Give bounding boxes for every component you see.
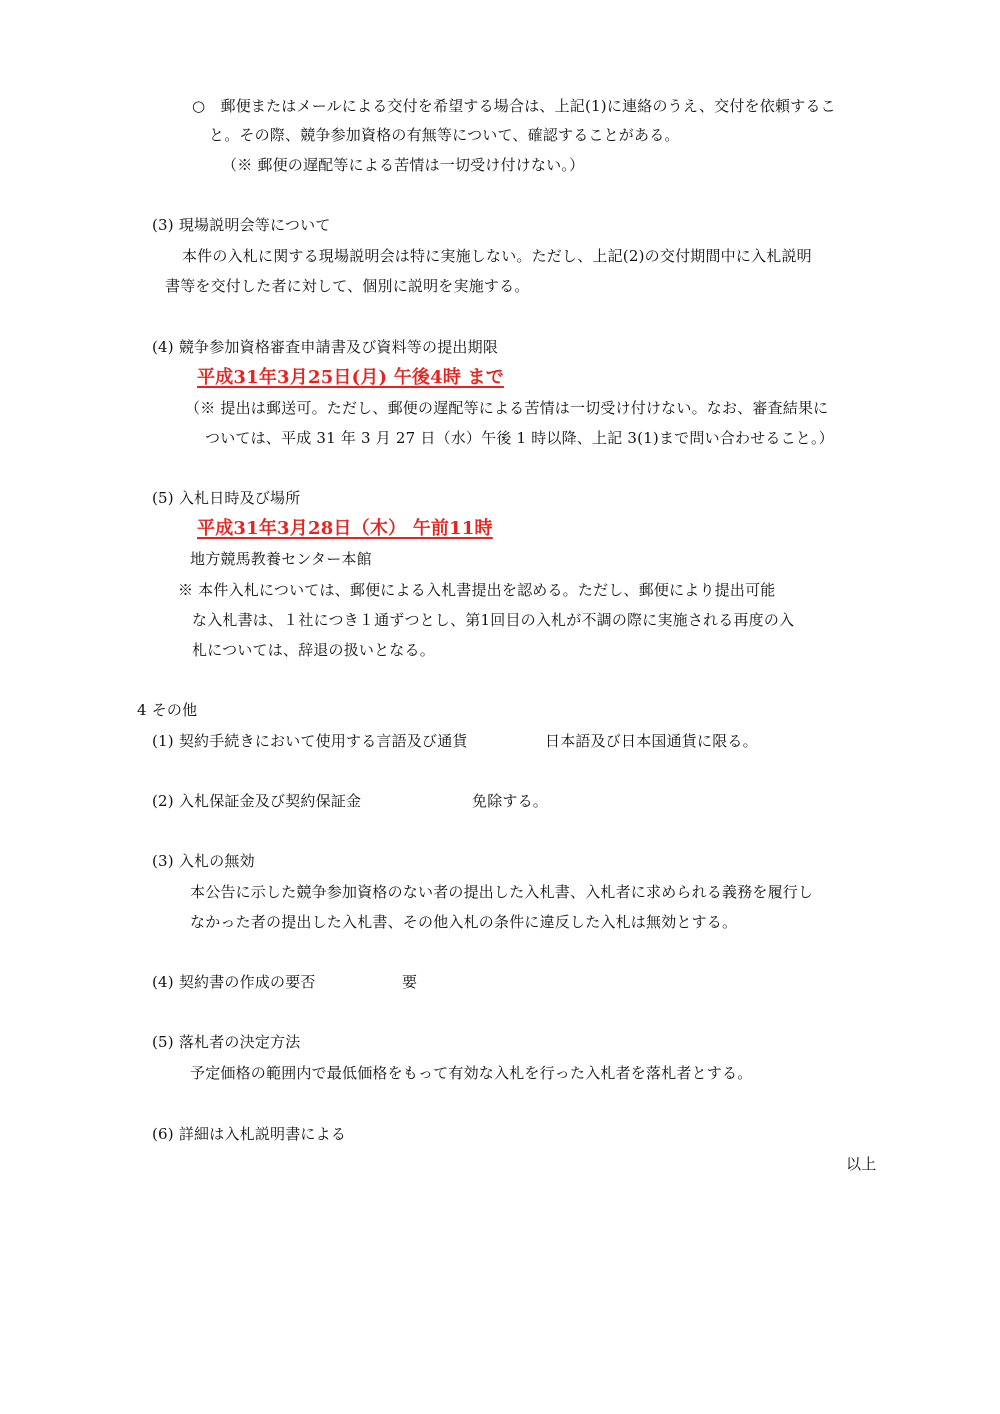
bid-place: 地方競馬教養センター本館 <box>190 550 372 568</box>
section-3-body-line-2: 書等を交付した者に対して、個別に説明を実施する。 <box>165 277 530 295</box>
other-item-3-body-line-1: 本公告に示した競争参加資格のない者の提出した入札書、入札者に求められる義務を履行し <box>190 883 814 901</box>
other-item-4-label: (4) 契約書の作成の要否 <box>152 973 316 991</box>
section-5-heading: (5) 入札日時及び場所 <box>152 489 301 507</box>
other-heading: 4 その他 <box>137 701 198 719</box>
postal-note-line-1: ○ 郵便またはメールによる交付を希望する場合は、上記(1)に連絡のうえ、交付を依頼するこ <box>192 97 836 115</box>
section-4-note-line-2: ついては、平成 31 年 3 月 27 日（水）午後 1 時以降、上記 3(1)まで問い合わせること。） <box>205 429 834 447</box>
other-item-3-body-line-2: なかった者の提出した入札書、その他入札の条件に違反した入札は無効とする。 <box>190 913 738 931</box>
section-5-note-line-2: な入札書は、１社につき１通ずつとし、第1回目の入札が不調の際に実施される再度の入 <box>192 611 795 629</box>
other-item-6-label: (6) 詳細は入札説明書による <box>152 1125 347 1143</box>
section-5-note-line-3: 札については、辞退の扱いとなる。 <box>192 641 435 659</box>
other-item-5-body: 予定価格の範囲内で最低価格をもって有効な入札を行った入札者を落札者とする。 <box>190 1064 753 1082</box>
closing-mark: 以上 <box>846 1155 877 1173</box>
other-item-3-label: (3) 入札の無効 <box>152 852 255 870</box>
section-3-body-line-1: 本件の入札に関する現場説明会は特に実施しない。ただし、上記(2)の交付期間中に入札説明 <box>182 247 812 265</box>
other-item-2-label: (2) 入札保証金及び契約保証金 <box>152 792 362 810</box>
postal-note-line-3: （※ 郵便の遅配等による苦情は一切受け付けない。） <box>222 156 585 174</box>
postal-note-line-2: と。その際、競争参加資格の有無等について、確認することがある。 <box>209 126 680 144</box>
other-item-2-value: 免除する。 <box>472 792 549 810</box>
other-item-5-label: (5) 落札者の決定方法 <box>152 1033 301 1051</box>
bid-datetime: 平成31年3月28日（木） 午前11時 <box>197 518 493 539</box>
other-item-1-value: 日本語及び日本国通貨に限る。 <box>545 732 758 750</box>
section-3-heading: (3) 現場説明会等について <box>152 216 331 234</box>
other-item-4-value: 要 <box>402 973 418 991</box>
section-5-note-line-1: ※ 本件入札については、郵便による入札書提出を認める。ただし、郵便により提出可能 <box>178 581 776 599</box>
submission-deadline: 平成31年3月25日(月) 午後4時 まで <box>197 367 504 388</box>
section-4-note-line-1: （※ 提出は郵送可。ただし、郵便の遅配等による苦情は一切受け付けない。なお、審査結果に <box>185 399 829 417</box>
section-4-heading: (4) 競争参加資格審査申請書及び資料等の提出期限 <box>152 338 499 356</box>
other-item-1-label: (1) 契約手続きにおいて使用する言語及び通貨 <box>152 732 468 750</box>
